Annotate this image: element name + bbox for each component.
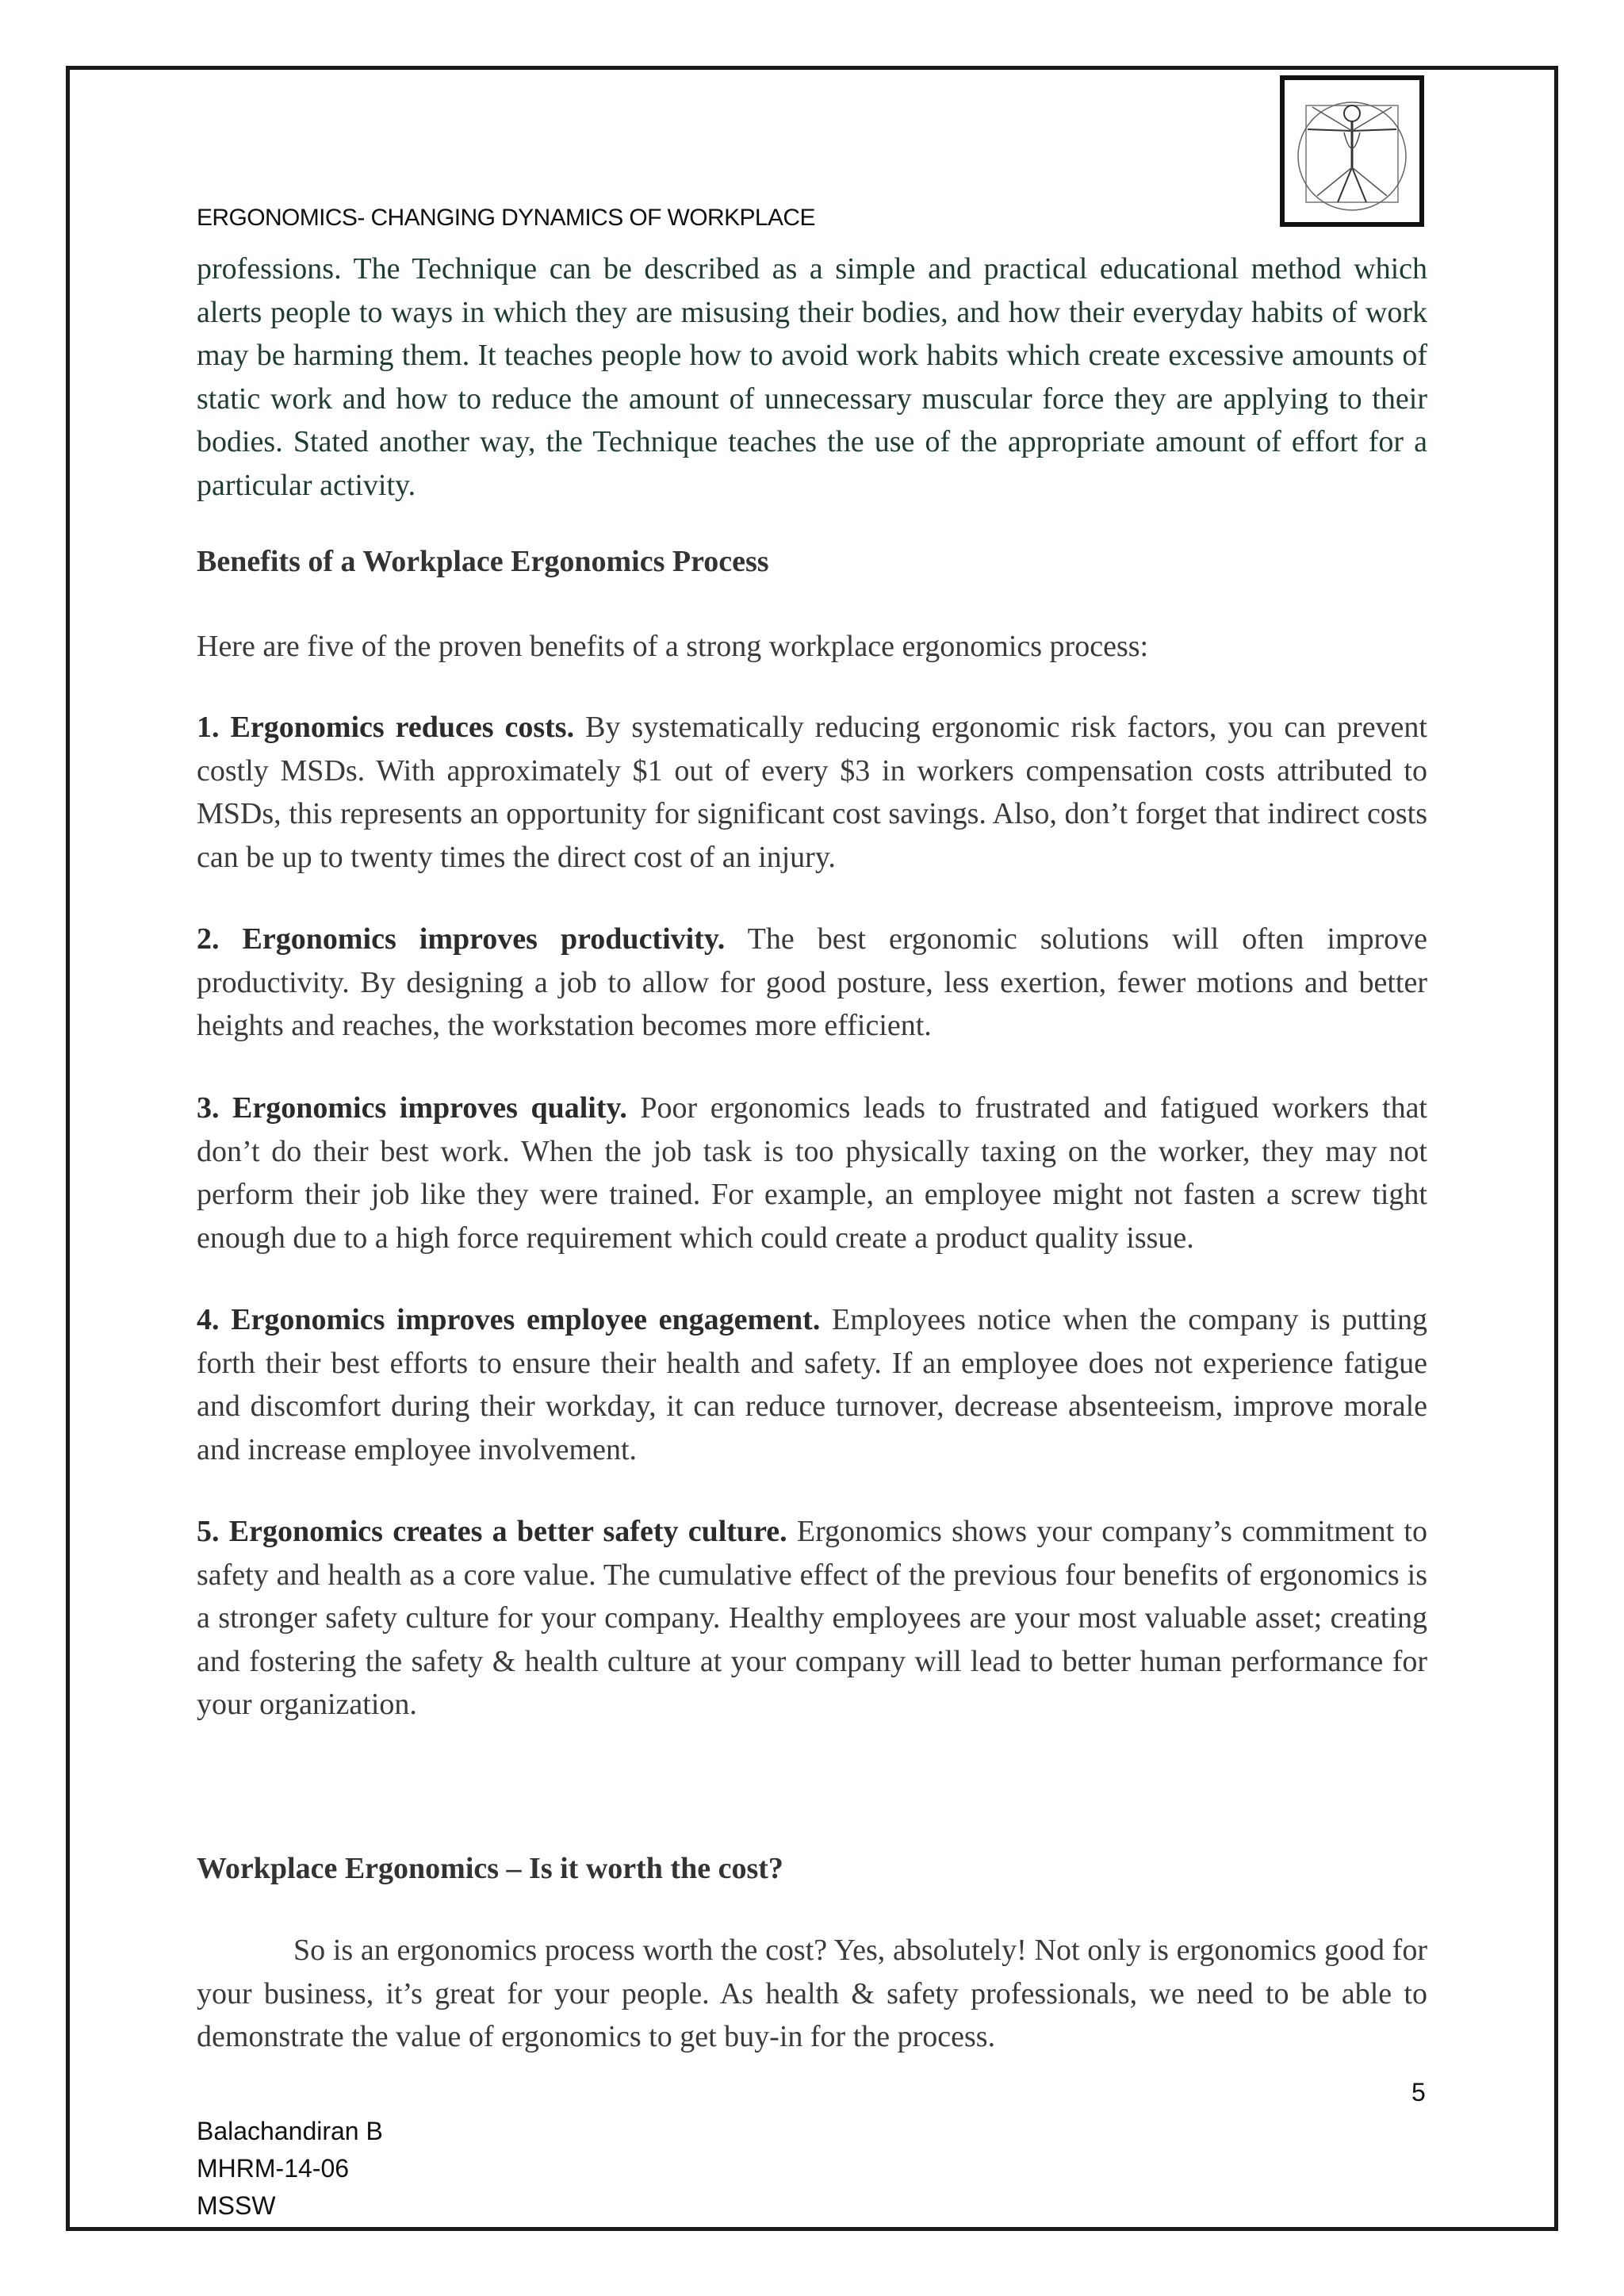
- benefit-item-4: [197, 1298, 1427, 1471]
- benefit-title: 2. Ergonomics improves productivity.: [197, 922, 726, 956]
- worth-paragraph: [197, 1929, 1427, 2059]
- intro-paragraph: professions. The Technique can be described as a simple and practical educational method which alerts people to ways in which they are misusing their bodies, and how their everyday habits of work may be harming them. It teaches people how to avoid work habits which create excessive amounts of static work and how to reduce the amount of unnecessary muscular force they are applying to their bodies. Stated another way, the Technique teaches the use of the appropriate amount of effort for a particular activity.: [197, 252, 1427, 502]
- benefit-item-1: [197, 706, 1427, 879]
- footer-author: Balachandiran B: [197, 2117, 383, 2145]
- benefit-title: 1. Ergonomics reduces costs.: [197, 711, 575, 744]
- benefit-item-5: [197, 1510, 1427, 1727]
- benefit-text: Employees notice when the company is putting forth their best efforts to ensure their health and safety. If an employee does not experience fatigue and discomfort during their workday, it can reduce turnover, decrease absenteeism, improve morale and increase employee involvement.: [197, 1303, 1427, 1466]
- benefit-title: 4. Ergonomics improves employee engagement.: [197, 1303, 821, 1336]
- running-header: ERGONOMICS- CHANGING DYNAMICS OF WORKPLACE: [197, 205, 815, 231]
- benefits-heading: Benefits of a Workplace Ergonomics Process: [197, 545, 769, 578]
- benefit-title: 3. Ergonomics improves quality.: [197, 1091, 627, 1125]
- footer: [197, 2113, 383, 2225]
- benefit-item-3: [197, 1087, 1427, 1259]
- page-number: 5: [1411, 2078, 1426, 2106]
- footer-institution: MSSW: [197, 2191, 276, 2220]
- benefit-item-2: [197, 918, 1427, 1048]
- benefit-text: The best ergonomic solutions will often improve productivity. By designing a job to allow for good posture, less exertion, fewer motions and better heights and reaches, the workstation becomes more efficient.: [197, 922, 1427, 1042]
- worth-heading: Workplace Ergonomics – Is it worth the cost?: [197, 1852, 783, 1885]
- benefit-text: Poor ergonomics leads to frustrated and fatigued workers that don’t do their best work. When the job task is too physically taxing on the worker, they may not perform their job like they were trained. For example, an employee might not fasten a screw tight enough due to a high force requirement which could create a product quality issue.: [197, 1091, 1427, 1255]
- benefit-title: 5. Ergonomics creates a better safety culture.: [197, 1515, 787, 1548]
- benefit-text: By systematically reducing ergonomic risk factors, you can prevent costly MSDs. With approximately $1 out of every $3 in workers compensation costs attributed to MSDs, this represents an opportunity for significant cost savings. Also, don’t forget that indirect costs can be up to twenty times the direct cost of an injury.: [197, 711, 1427, 874]
- benefit-text: Ergonomics shows your company’s commitment to safety and health as a core value. The cumulative effect of the previous four benefits of ergonomics is a stronger safety culture for your company. Healthy employees are your most valuable asset; creating and fostering the safety & health culture at your company will lead to better human performance for your organization.: [197, 1515, 1427, 1721]
- vitruvian-man-icon: [1289, 85, 1415, 218]
- logo: [1280, 75, 1424, 227]
- footer-reg-no: MHRM-14-06: [197, 2154, 350, 2183]
- benefits-lead: Here are five of the proven benefits of a strong workplace ergonomics process:: [197, 630, 1149, 663]
- worth-text: So is an ergonomics process worth the cost? Yes, absolutely! Not only is ergonomics good for your business, it’s great for your people. As health & safety professionals, we need to be able to demonstrate the value of ergonomics to get buy-in for the process.: [197, 1934, 1427, 2053]
